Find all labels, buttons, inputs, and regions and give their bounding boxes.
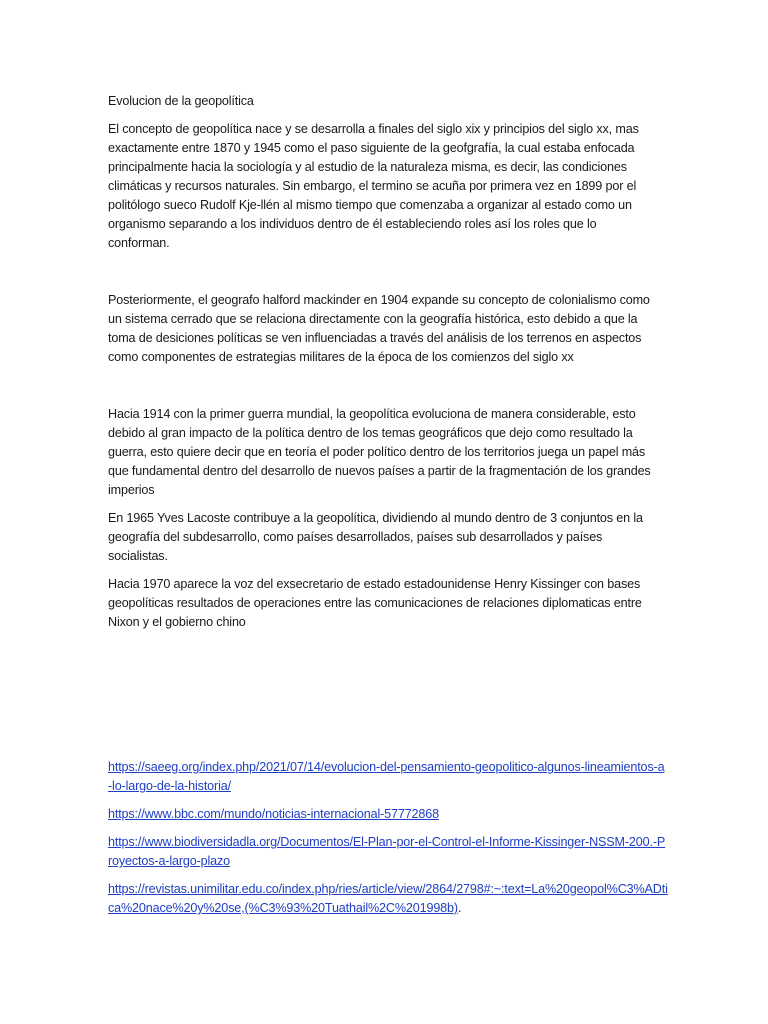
reference-link-bbc[interactable]: https://www.bbc.com/mundo/noticias-internacional-57772868 — [108, 807, 439, 821]
document-body — [108, 92, 656, 632]
paragraph-first-world-war: Hacia 1914 con la primer guerra mundial, la geopolítica evoluciona de manera considerable, esto debido al gran impacto de la política dentro de los temas geográficos que dejo como resultado la guerra, esto quiere decir que en teoría el poder político dentro de los territorios juega un papel más que fundamental dentro del desarrollo de nuevos países a partir de la fragmentación de los grandes imperios — [108, 407, 651, 497]
reference-item — [108, 805, 668, 824]
reference-link-unimilitar[interactable]: https://revistas.unimilitar.edu.co/index.php/ries/article/view/2864/2798#:~:text=La%20geopol%C3%ADtica%20nace%20y%20se,(%C3%93%20Tuathail%2C%201998b) — [108, 882, 668, 915]
reference-item — [108, 880, 668, 918]
paragraph-origins: El concepto de geopolítica nace y se desarrolla a finales del siglo xix y principios del siglo xx, mas exactamente entre 1870 y 1945 como el paso siguiente de la geofgrafía, la cual estaba enfocada principalmente hacia la sociología y al estudio de la naturaleza misma, es decir, las condiciones climáticas y recursos naturales. Sin embargo, el termino se acuña por primera vez en 1899 por el politólogo sueco Rudolf Kje-llén al mismo tiempo que comenzaba a organizar al estado como un organismo separando a los individuos dentro de él estableciendo roles así los roles que lo conforman. — [108, 122, 639, 250]
document-title: Evolucion de la geopolítica — [108, 94, 254, 108]
paragraph-lacoste: En 1965 Yves Lacoste contribuye a la geopolítica, dividiendo al mundo dentro de 3 conjuntos en la geografía del subdesarrollo, como países desarrollados, países sub desarrollados y países socialistas. — [108, 511, 643, 563]
references-list — [108, 758, 668, 927]
reference-link-biodiversidadla[interactable]: https://www.biodiversidadla.org/Documentos/El-Plan-por-el-Control-el-Informe-Kissinger-NSSM-200.-Proyectos-a-largo-plazo — [108, 835, 666, 868]
reference-link-saeeg[interactable]: https://saeeg.org/index.php/2021/07/14/evolucion-del-pensamiento-geopolitico-algunos-lineamientos-a-lo-largo-de-la-historia/ — [108, 760, 665, 793]
reference-trailing-period: . — [457, 901, 462, 915]
reference-item — [108, 758, 668, 796]
paragraph-mackinder: Posteriormente, el geografo halford mackinder en 1904 expande su concepto de colonialismo como un sistema cerrado que se relaciona directamente con la geografía histórica, esto debido a que la toma de desiciones políticas se ven influenciadas a través del análisis de los terrenos en aspectos como componentes de estrategias militares de la época de los comienzos del siglo xx — [108, 293, 650, 364]
reference-item — [108, 833, 668, 871]
paragraph-kissinger: Hacia 1970 aparece la voz del exsecretario de estado estadounidense Henry Kissinger con bases geopolíticas resultados de operaciones entre las comunicaciones de relaciones diplomaticas entre Nixon y el gobierno chino — [108, 577, 642, 629]
